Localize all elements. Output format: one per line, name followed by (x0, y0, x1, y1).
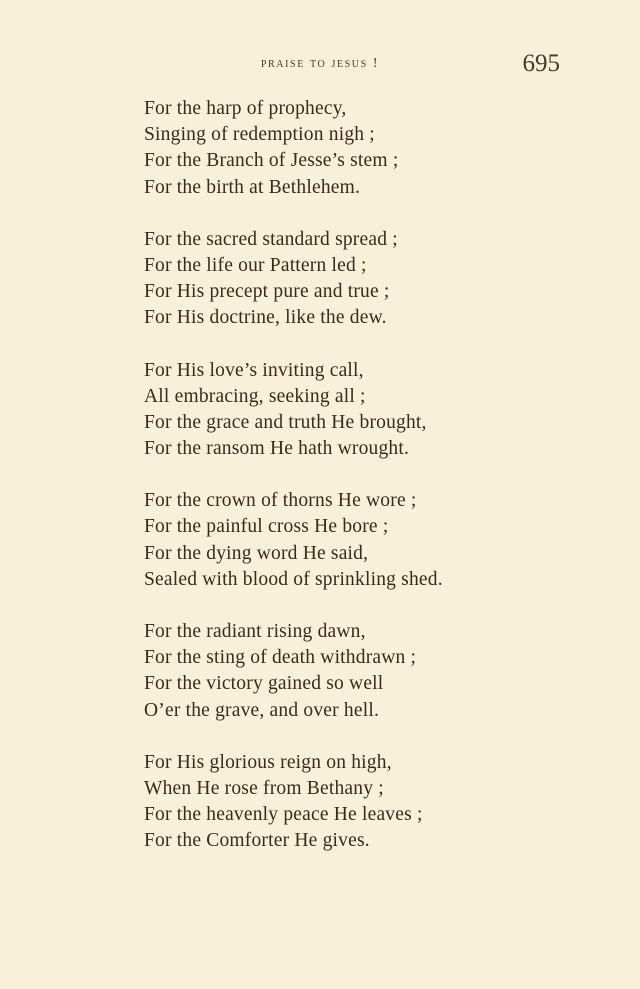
running-title: praise to jesus ! (260, 56, 380, 71)
poem-line: For the crown of thorns He wore ; (144, 490, 417, 512)
poem-line: For the harp of prophecy, (144, 98, 347, 119)
stanza-5 (144, 619, 604, 724)
stanza-3 (144, 358, 604, 463)
poem-line: All embracing, seeking all ; (144, 385, 366, 407)
poem-line: For the dying word He said, (144, 542, 369, 564)
poem-line: For the radiant rising dawn, (144, 621, 366, 642)
poem-line: For the grace and truth He brought, (144, 411, 427, 433)
poem-line: For the life our Pattern led ; (144, 254, 367, 276)
poem-line: For the sacred standard spread ; (144, 228, 398, 250)
poem-line: For His doctrine, like the dew. (144, 307, 387, 329)
poem-body (144, 96, 604, 881)
poem-line: O’er the grave, and over hell. (144, 699, 380, 721)
poem-line: Sealed with blood of sprinkling shed. (144, 568, 443, 590)
poem-line: For the victory gained so well (144, 673, 384, 695)
poem-line: For the painful cross He bore ; (144, 516, 389, 538)
poem-line: For the heavenly peace He leaves ; (144, 804, 423, 826)
poem-line: For the birth at Bethlehem. (144, 176, 361, 198)
poem-line: For the sting of death withdrawn ; (144, 647, 417, 669)
poem-line: For the Branch of Jesse’s stem ; (144, 150, 399, 172)
stanza-2 (144, 227, 604, 332)
page-number: 695 (522, 50, 560, 77)
poem-line: For the Comforter He gives. (144, 830, 370, 852)
poem-line: Singing of redemption nigh ; (144, 124, 375, 146)
stanza-1 (144, 96, 604, 201)
stanza-6 (144, 750, 604, 855)
poem-line: For His precept pure and true ; (144, 281, 390, 303)
poem-line: For His love’s inviting call, (144, 359, 364, 381)
poem-line: When He rose from Bethany ; (144, 777, 384, 799)
stanza-4 (144, 488, 604, 593)
poem-line: For His glorious reign on high, (144, 751, 392, 773)
poem-line: For the ransom He hath wrought. (144, 438, 410, 460)
